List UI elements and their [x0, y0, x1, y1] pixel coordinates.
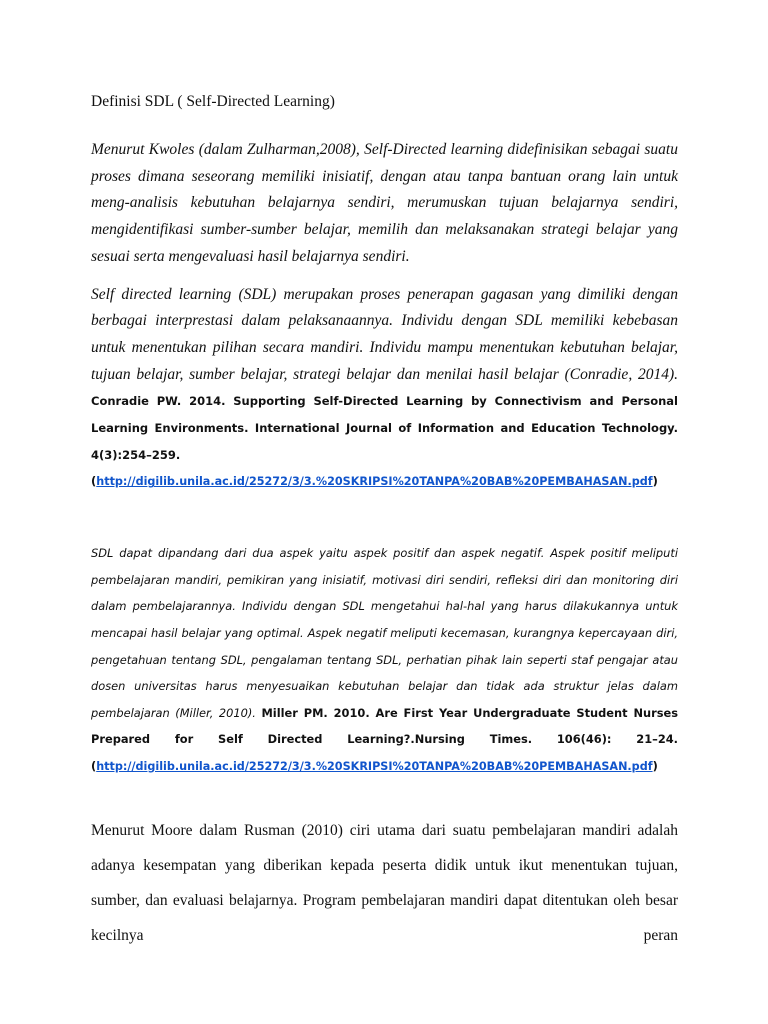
open-paren: ( — [91, 474, 97, 489]
link-digilib-unila-1[interactable]: http://digilib.unila.ac.id/25272/3/3.%20SKRIPSI%20TANPA%20BAB%20PEMBAHASAN.pdf — [96, 475, 653, 489]
paragraph-sdl-aspects-text: SDL dapat dipandang dari dua aspek yaitu aspek positif dan aspek negatif. Aspek positif meliputi pembelajaran mandiri, pemikiran yang inisiatif, motivasi diri sendiri, refleksi diri dan monitoring diri dalam pembelajarannya. Individu dengan SDL mengetahui hal-hal yang harus dilakukannya untuk mencapai hasil belajar yang optimal. Aspek negatif meliputi kecemasan, kurangnya kepercayaan diri, pengetahuan tentang SDL, pengalaman tentang SDL, perhatian pihak lain seperti staf pengajar atau dosen universitas harus menyesuaikan kebutuhan belajar dan tidak ada struktur jelas dalam pembelajaran (Miller, 2010). — [91, 546, 678, 720]
open-paren: ( — [91, 758, 97, 773]
citation-conradie: Conradie PW. 2014. Supporting Self-Directed Learning by Connectivism and Personal Learning Environments. International Journal of Information and Education Technology. 4(3):254–259. — [91, 394, 678, 462]
paragraph-conradie-text: Self directed learning (SDL) merupakan proses penerapan gagasan yang dimiliki dengan berbagai interprestasi dalam pelaksanaannya. Individu dengan SDL memiliki kebebasan untuk menentukan pilihan secara mandiri. Individu mampu menentukan kebutuhan belajar, tujuan belajar, sumber belajar, strategi belajar dan menilai hasil belajar (Conradie, 2014). — [91, 285, 678, 383]
paragraph-moore: Menurut Moore dalam Rusman (2010) ciri utama dari suatu pembelajaran mandiri adalah adanya kesempatan yang diberikan kepada peserta didik untuk ikut menentukan tujuan, sumber, dan evaluasi belajarnya. Program pembelajaran mandiri dapat ditentukan oleh besar kecilnya peran — [91, 822, 678, 945]
paragraph-kwoles-definition: Menurut Kwoles (dalam Zulharman,2008), Self-Directed learning didefinisikan sebagai suatu proses dimana seseorang memiliki inisiatif, dengan atau tanpa bantuan orang lain untuk meng-analisis kebutuhan belajarnya sendiri, merumuskan tujuan belajarnya sendiri, mengidentifikasi sumber-sumber belajar, memilih dan melaksanakan strategi belajar yang sesuai serta mengevaluasi hasil belajarnya sendiri. — [91, 141, 678, 265]
document-page — [91, 92, 678, 953]
close-paren: ) — [652, 474, 658, 489]
paragraph-conradie — [91, 282, 678, 497]
citation-miller: Miller PM. 2010. Are First Year Undergraduate Student Nurses Prepared for Self Directed Learning?.Nursing Times. 106(46): 21–24. — [91, 705, 679, 747]
close-paren: ) — [652, 758, 658, 773]
paragraph-sdl-aspects — [91, 540, 678, 780]
document-title: Definisi SDL ( Self-Directed Learning) — [91, 93, 335, 110]
link-digilib-unila-2[interactable]: http://digilib.unila.ac.id/25272/3/3.%20SKRIPSI%20TANPA%20BAB%20PEMBAHASAN.pdf — [96, 759, 653, 773]
